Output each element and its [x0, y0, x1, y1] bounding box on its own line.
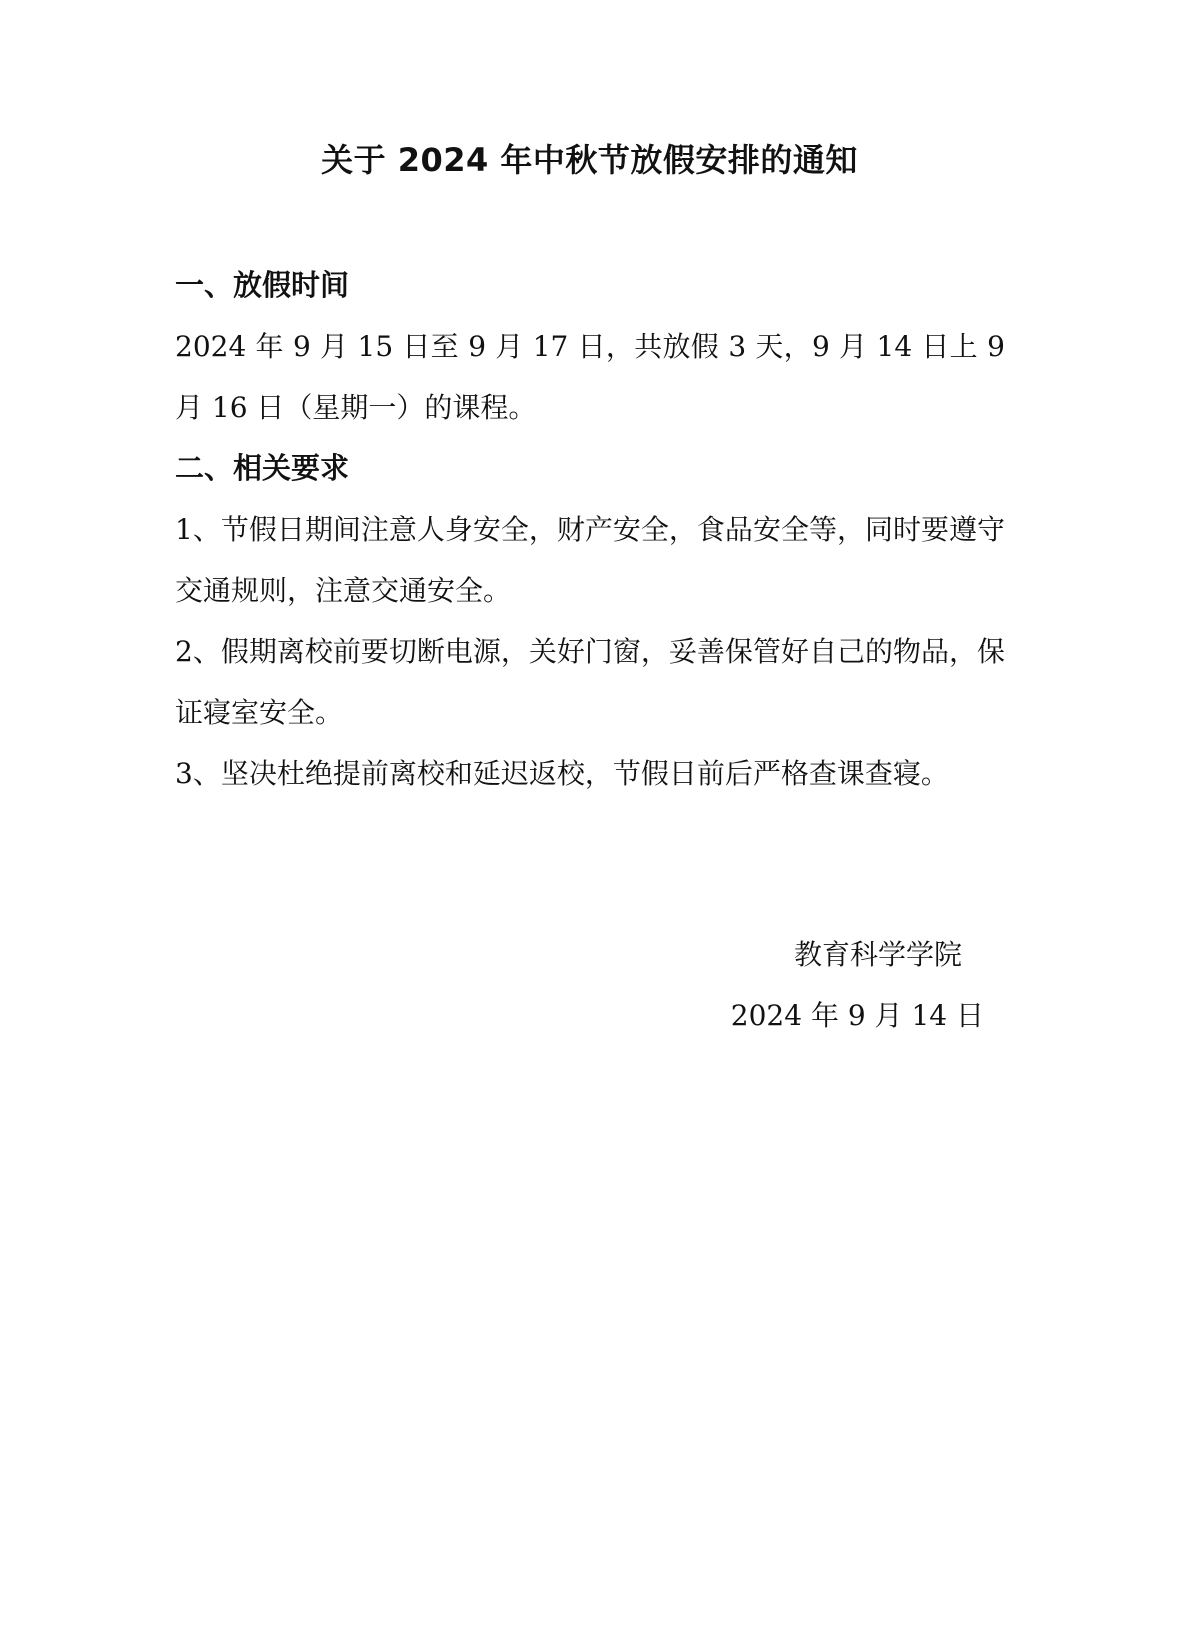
holiday-time-paragraph: 2024 年 9 月 15 日至 9 月 17 日，共放假 3 天，9 月 14 日上 9 月 16 日（星期一）的课程。	[175, 330, 1005, 424]
requirement-item-3: 3、坚决杜绝提前离校和延迟返校，节假日前后严格查课查寝。	[175, 757, 949, 790]
signature-date: 2024 年 9 月 14 日	[730, 999, 984, 1032]
requirement-item-1: 1、节假日期间注意人身安全，财产安全，食品安全等，同时要遵守交通规则，注意交通安全。	[175, 513, 1005, 607]
section-heading-holiday-time: 一、放假时间	[175, 268, 350, 302]
notice-body	[175, 255, 1005, 804]
section-heading-requirements: 二、相关要求	[175, 451, 350, 485]
requirement-item-2: 2、假期离校前要切断电源，关好门窗，妥善保管好自己的物品，保证寝室安全。	[175, 635, 1005, 729]
signature-organization: 教育科学学院	[793, 938, 962, 971]
signature-block	[731, 924, 984, 1046]
notice-title: 关于 2024 年中秋节放假安排的通知	[321, 141, 858, 179]
